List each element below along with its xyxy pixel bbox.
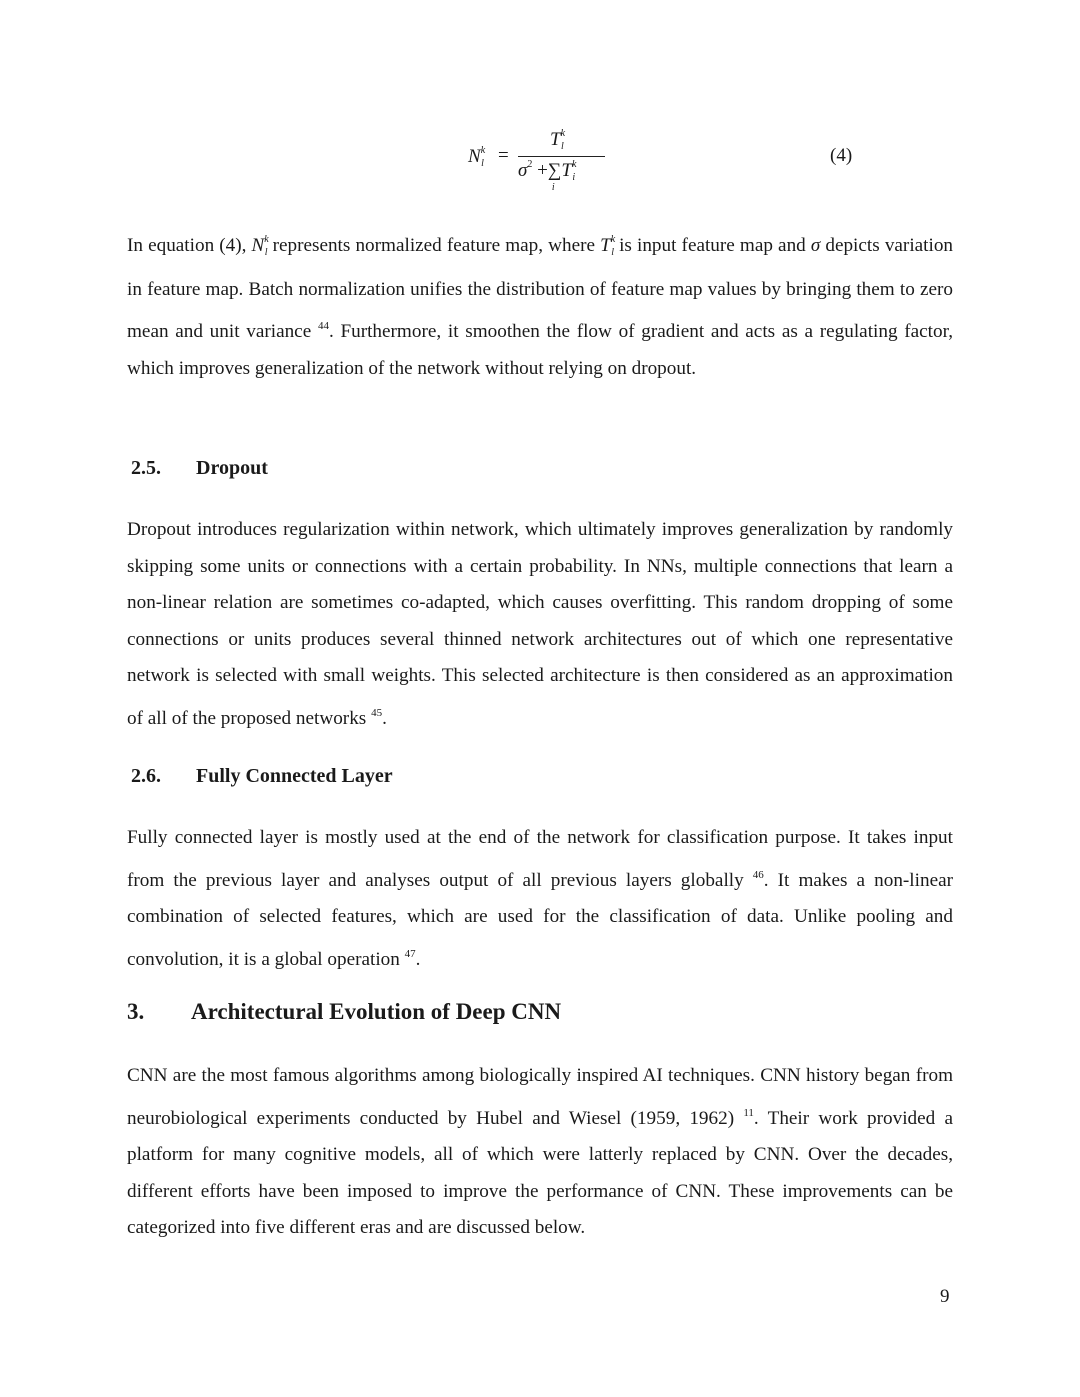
- dropout-paragraph: Dropout introduces regularization within network, which ultimately improves generalization by randomly skipping some units or connections with a certain probability. In NNs, multiple connections that learn a non-linear relation are sometimes co-adapted, which causes overfitting. This random dropping of some connections or units produces several thinned network architectures out of which one representative network is selected with small weights. This selected architecture is then considered as an approximation of all of the proposed networks $^{45}$.: [127, 519, 953, 729]
- citation-11: 11: [743, 1106, 754, 1119]
- fully-connected-paragraph: Fully connected layer is mostly used at the end of the network for classification purpose. It takes input from the previous layer and analyses output of all previous layers globally $^{46}$. It makes a non-linear combination of selected features, which are used for the classification of data. Unlike pooling and convolution, it is a global operation $^{47}$.: [127, 827, 953, 970]
- symbol-sigma: σ: [810, 235, 821, 256]
- symbol-T-l-k: $T^k_l$: [600, 234, 616, 258]
- section-heading-3: 3. Architectural Evolution of Deep CNN: [127, 999, 562, 1024]
- citation-45: 45: [371, 706, 383, 719]
- equation-explanation-paragraph: In equation (4), $N^k_l$ represents normalized feature map, where $T^k_l$ is input feature map and σ depicts variation in feature map. Batch normalization unifies the distribution of feature map values by bringing them to zero mean and unit variance $^{44}$. Furthermore, it smoothen the flow of gradient and acts as a regulating factor, which improves generalization of the network without relying on dropout.: [127, 234, 954, 379]
- section-heading-2-5: 2.5. Dropout: [131, 457, 268, 479]
- symbol-N-l-k: $N^k_l$: [251, 234, 269, 258]
- architectural-evolution-paragraph: CNN are the most famous algorithms among biologically inspired AI techniques. CNN history began from neurobiological experiments conducted by Hubel and Wiesel (1959, 1962) $^{11}$. Their work provided a platform for many cognitive models, all of which were latterly replaced by CNN. Over the decades, different efforts have been imposed to improve the performance of CNN. These improvements can be categorized into five different eras and are discussed below.: [127, 1065, 953, 1238]
- equation-lhs: $N^k_l$: [468, 145, 486, 169]
- equation-4: [468, 128, 868, 200]
- section-heading-2-6: 2.6. Fully Connected Layer: [131, 765, 393, 787]
- fraction-numerator: $T^k_l$: [550, 128, 566, 152]
- fraction-bar: [518, 156, 605, 157]
- page-number: 9: [940, 1286, 950, 1307]
- equals-sign: =: [498, 145, 509, 166]
- equation-number: (4): [830, 145, 853, 166]
- fraction-denominator: $\sigma^2$ +∑ i $T^k_i$: [518, 159, 577, 193]
- citation-46: 46: [752, 868, 764, 881]
- citation-47: 47: [404, 947, 416, 960]
- citation-44: 44: [317, 320, 329, 332]
